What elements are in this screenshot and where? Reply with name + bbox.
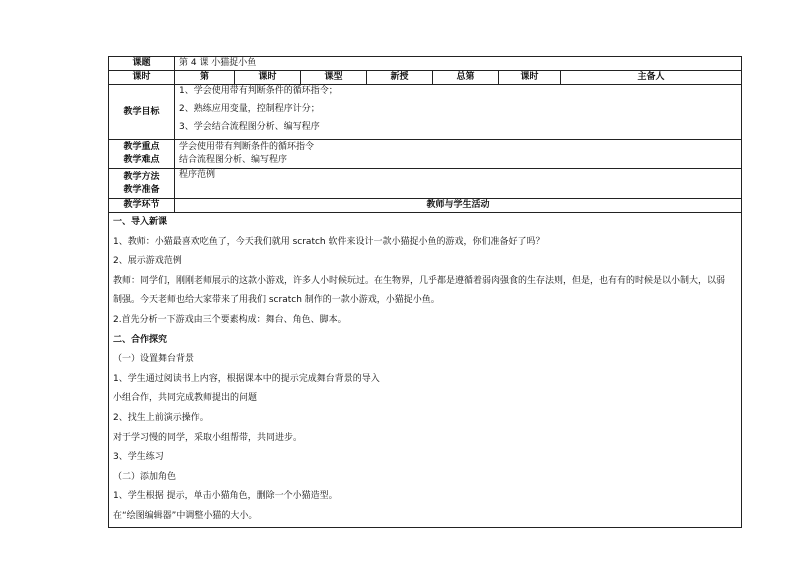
activity-content: [109, 213, 742, 528]
goals-list: [175, 85, 742, 140]
content-line: 2、找生上前演示操作。: [113, 412, 209, 423]
goal-item: 1、学会使用带有判断条件的循环指令；: [179, 86, 338, 96]
goals-label: 教学目标: [109, 85, 175, 140]
type-label: 课型: [301, 71, 367, 85]
key-point-label: 教学重点: [123, 142, 160, 152]
content-line: 小组合作，共同完成教师提出的问题: [113, 393, 258, 404]
method-value: 程序范例: [179, 170, 216, 180]
total-label: 总第: [433, 71, 499, 85]
lesson-plan-table: [108, 56, 742, 528]
focus-values: [175, 140, 742, 169]
content-line: 1、学生通过阅读书上内容，根据课本中的提示完成舞台背景的导入: [113, 373, 380, 384]
topic-label: 课题: [109, 57, 175, 71]
total-unit: 课时: [499, 71, 561, 85]
method-labels: [109, 169, 175, 199]
focus-labels: [109, 140, 175, 169]
hours-label: 课时: [109, 71, 175, 85]
content-line: 1、学生根据 提示，单击小猫角色，删除一个小猫造型。: [113, 491, 338, 502]
section-heading: 一、导入新课: [113, 217, 168, 227]
content-paragraph: 教师：同学们，刚刚老师展示的这款小游戏，许多人小时候玩过。在生物界，几乎都是遵循着弱肉强食的生存法则，但是，也有有的时候是以小制大，以弱制强。今天老师也给大家带来了用我们 scratch 制作的一款小游戏，小猫捉小鱼。: [113, 275, 726, 306]
subsection-heading: （一）设置舞台背景: [113, 354, 195, 365]
key-point-value: 学会使用带有判断条件的循环指令: [179, 142, 315, 152]
content-line: 3、学生练习: [113, 452, 164, 463]
content-line: 对于学习慢的同学，采取小组帮带，共同进步。: [113, 432, 303, 443]
activity-label: 教师与学生活动: [175, 199, 742, 213]
difficulty-value: 结合流程图分析、编写程序: [179, 155, 288, 165]
content-line: 2.首先分析一下游戏由三个要素构成：舞台、角色、脚本。: [113, 314, 347, 325]
difficulty-label: 教学难点: [123, 155, 160, 165]
section-heading: 二、合作探究: [113, 334, 168, 345]
content-line: 1、教师：小猫最喜欢吃鱼了，今天我们就用 scratch 软件来设计一款小猫捉小鱼的游戏，你们准备好了吗？: [113, 236, 545, 247]
subsection-heading: （二）添加角色: [113, 471, 177, 482]
content-line: 2、展示游戏范例: [113, 256, 182, 267]
hours-value-b: 课时: [235, 71, 301, 85]
goal-item: 2、熟练应用变量，控制程序计分；: [179, 104, 320, 114]
content-line: 在“绘图编辑器”中调整小猫的大小。: [113, 510, 258, 521]
steps-label: 教学环节: [109, 199, 175, 213]
lead-label: 主备人: [561, 71, 742, 85]
hours-value-a: 第: [175, 71, 235, 85]
method-label: 教学方法: [123, 171, 160, 182]
goal-item: 3、学会结合流程图分析、编写程序: [179, 122, 320, 132]
prep-label: 教学准备: [123, 184, 160, 195]
method-values: [175, 169, 742, 199]
topic-value: 第 4 课 小猫捉小鱼: [175, 57, 742, 71]
type-value: 新授: [367, 71, 433, 85]
